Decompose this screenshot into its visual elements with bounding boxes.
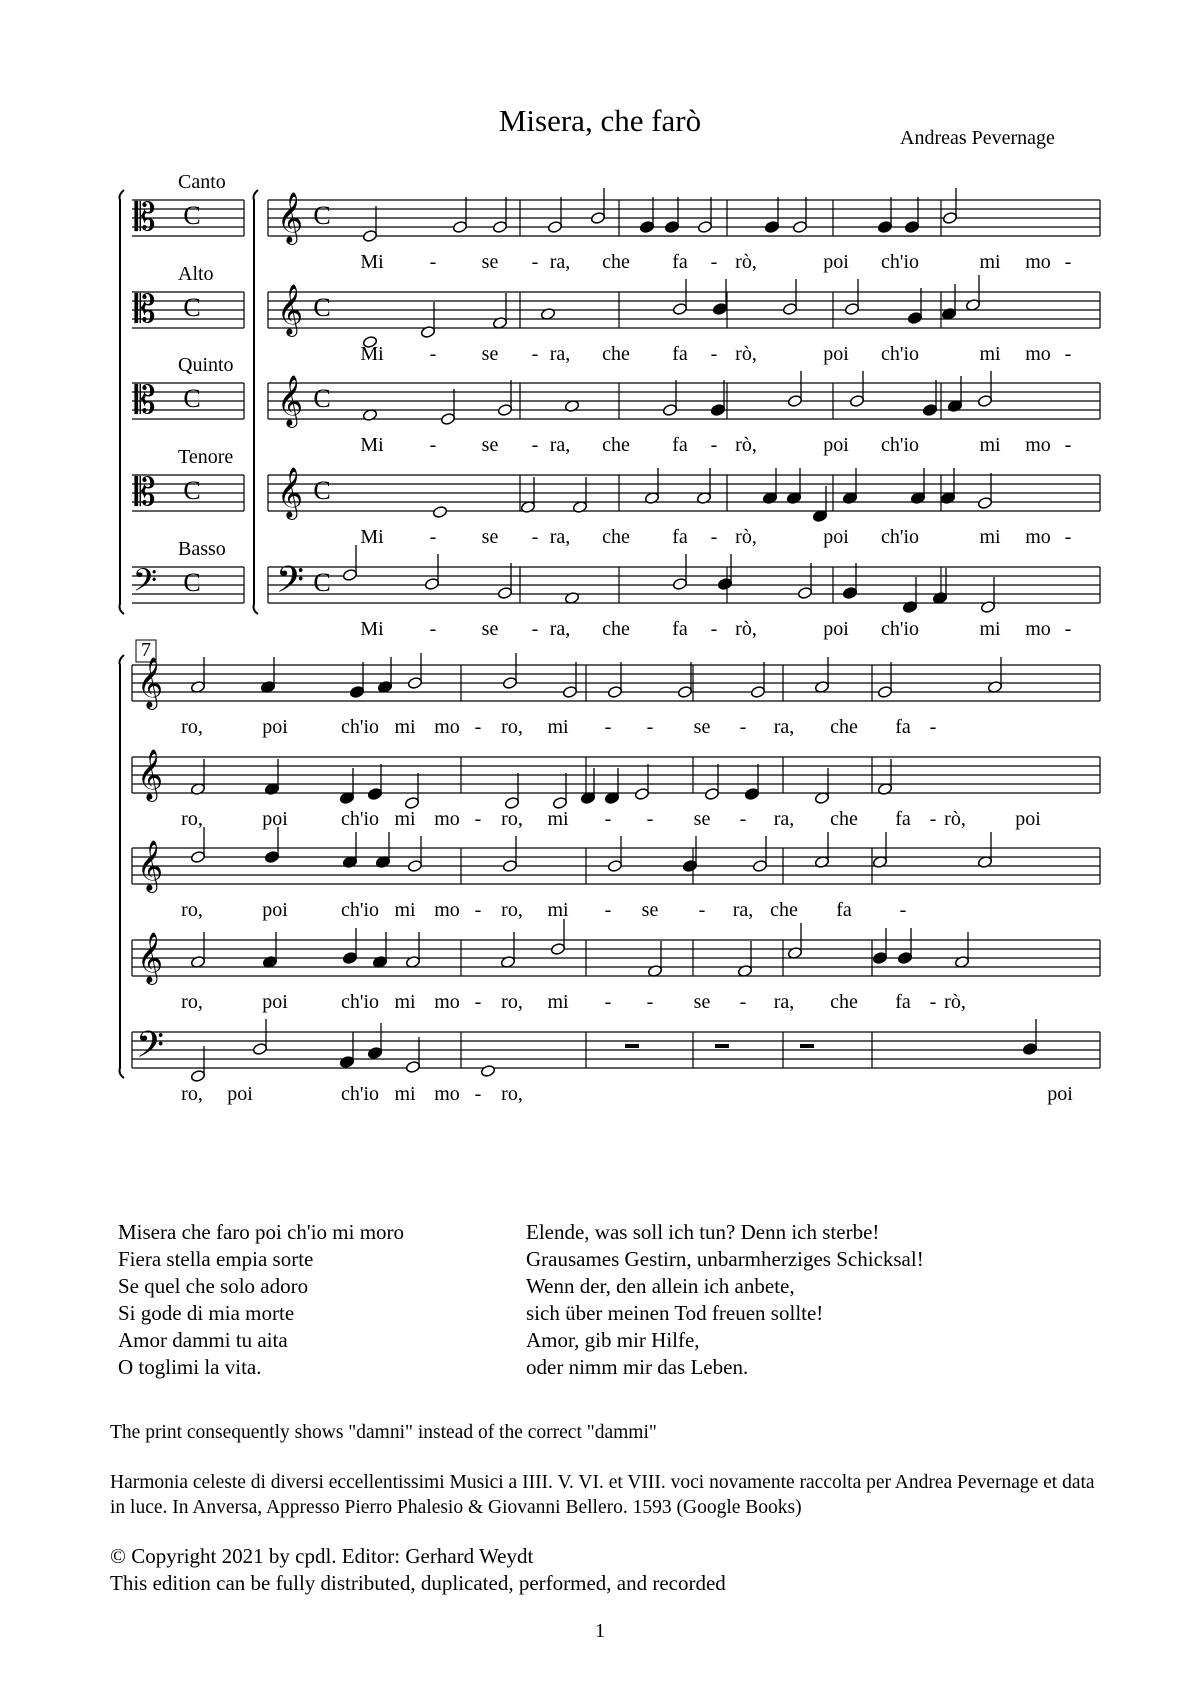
lyric-syllable: - <box>429 434 437 456</box>
lyric-syllable: - <box>429 343 437 365</box>
note-head <box>432 505 447 518</box>
voice-name: Basso <box>178 538 226 560</box>
lyric-syllable: se <box>481 618 499 640</box>
time-signature-icon: C <box>183 568 201 597</box>
lyric-syllable: - <box>710 343 718 365</box>
lyric-syllable: mi <box>547 991 569 1013</box>
time-signature-icon: C <box>183 384 201 413</box>
lyric-syllable: mi <box>547 899 569 921</box>
lyric-syllable: - <box>929 716 937 738</box>
lyric-syllable: - <box>710 526 718 548</box>
copyright-line: © Copyright 2021 by cpdl. Editor: Gerhard Weydt <box>110 1544 534 1568</box>
lyric-syllable: che <box>602 618 630 640</box>
time-signature-icon: C <box>183 201 201 230</box>
lyric-syllable: - <box>531 251 539 273</box>
source-note: Harmonia celeste di diversi eccellentissimi Musici a IIII. V. VI. et VIII. voci novamente raccolta per Andrea Pevernage et data in luce. In Anversa, Appresso Pierro Phalesio & Giovanni Bellero. 1593 (Google Books) <box>110 1472 1095 1518</box>
page-title: Misera, che farò <box>498 103 702 138</box>
lyric-syllable: mo <box>1025 434 1051 456</box>
lyric-syllable: - <box>698 899 706 921</box>
lyric-syllable: poi <box>262 899 288 921</box>
lyric-syllable: - <box>604 716 612 738</box>
lyric-syllable: poi <box>262 991 288 1013</box>
lyric-syllable: che <box>602 251 630 273</box>
lyric-syllable: Mi <box>360 526 384 548</box>
system-bracket <box>120 190 125 614</box>
lyric-syllable: ch'io <box>340 991 380 1013</box>
lyric-syllable: - <box>531 618 539 640</box>
half-rest-icon <box>625 1044 639 1048</box>
time-signature-icon: C <box>313 476 331 505</box>
lyric-syllable: ra, <box>549 343 571 365</box>
lyric-syllable: - <box>604 899 612 921</box>
lyric-syllable: ro, <box>501 1083 523 1105</box>
clef-icon: 𝄞 <box>136 750 164 799</box>
lyric-syllable: - <box>1064 251 1072 273</box>
lyric-syllable: - <box>646 991 654 1013</box>
clef-icon: 𝄡 <box>134 380 156 422</box>
lyric-syllable: ro, <box>501 899 523 921</box>
lyric-syllable: poi <box>1047 1083 1073 1105</box>
clef-icon: 𝄡 <box>134 289 156 331</box>
lyric-syllable: ra, <box>549 618 571 640</box>
lyric-syllable: ch'io <box>880 343 920 365</box>
lyric-syllable: rò, <box>735 434 757 456</box>
poem-line: O toglimi la vita. <box>118 1355 262 1379</box>
lyric-syllable: poi <box>823 618 849 640</box>
print-note: The print consequently shows "damni" instead of the correct "dammi" <box>110 1422 657 1443</box>
lyric-syllable: mi <box>979 251 1001 273</box>
lyric-syllable: mo <box>434 808 460 830</box>
lyric-syllable: se <box>481 526 499 548</box>
lyric-syllable: ra, <box>773 808 795 830</box>
lyric-syllable: mi <box>547 716 569 738</box>
composer-name: Andreas Pevernage <box>900 127 1055 149</box>
lyric-syllable: mi <box>979 434 1001 456</box>
lyric-syllable: ro, <box>181 716 203 738</box>
lyric-syllable: - <box>646 716 654 738</box>
time-signature-icon: C <box>313 201 331 230</box>
lyric-syllable: - <box>429 526 437 548</box>
lyric-syllable: fa <box>895 808 911 830</box>
lyric-syllable: mi <box>394 1083 416 1105</box>
lyric-syllable: poi <box>262 808 288 830</box>
lyric-syllable: poi <box>1015 808 1041 830</box>
lyric-syllable: - <box>710 434 718 456</box>
lyric-syllable: - <box>531 343 539 365</box>
lyric-syllable: - <box>1064 343 1072 365</box>
lyric-syllable: fa <box>672 618 688 640</box>
lyric-syllable: se <box>481 343 499 365</box>
lyric-syllable: ch'io <box>340 899 380 921</box>
poem-line: Se quel che solo adoro <box>118 1274 309 1298</box>
lyric-syllable: ra, <box>549 434 571 456</box>
lyric-syllable: mi <box>394 808 416 830</box>
lyric-syllable: - <box>929 991 937 1013</box>
time-signature-icon: C <box>183 293 201 322</box>
lyric-syllable: fa <box>895 991 911 1013</box>
lyric-syllable: - <box>531 434 539 456</box>
lyric-syllable: ro, <box>181 1083 203 1105</box>
clef-icon: 𝄞 <box>276 193 304 242</box>
lyric-syllable: fa <box>672 343 688 365</box>
system-bracket <box>254 190 259 614</box>
lyric-syllable: - <box>474 899 482 921</box>
lyric-syllable: - <box>604 808 612 830</box>
lyric-syllable: se <box>481 251 499 273</box>
lyric-syllable: mo <box>434 716 460 738</box>
poem-line: Wenn der, den allein ich anbete, <box>526 1274 795 1298</box>
lyric-syllable: - <box>710 618 718 640</box>
lyric-syllable: rò, <box>735 618 757 640</box>
lyric-syllable: ro, <box>501 808 523 830</box>
clef-icon: 𝄡 <box>134 197 156 239</box>
lyric-syllable: rò, <box>735 251 757 273</box>
lyric-syllable: rò, <box>735 343 757 365</box>
lyric-syllable: ra, <box>773 716 795 738</box>
lyric-syllable: ch'io <box>880 434 920 456</box>
lyric-syllable: fa <box>672 526 688 548</box>
lyric-syllable: poi <box>823 434 849 456</box>
lyric-syllable: - <box>739 991 747 1013</box>
lyric-syllable: se <box>693 991 711 1013</box>
lyric-syllable: Mi <box>360 343 384 365</box>
lyric-syllable: ro, <box>181 808 203 830</box>
lyric-syllable: se <box>481 434 499 456</box>
lyric-syllable: - <box>929 808 937 830</box>
lyric-syllable: se <box>693 716 711 738</box>
poem-line: Fiera stella empia sorte <box>118 1247 314 1271</box>
lyric-syllable: - <box>646 808 654 830</box>
lyric-syllable: ro, <box>181 899 203 921</box>
lyric-syllable: rò, <box>944 991 966 1013</box>
time-signature-icon: C <box>313 568 331 597</box>
lyric-syllable: ro, <box>501 991 523 1013</box>
system-bracket <box>120 655 125 1078</box>
voice-name: Alto <box>178 263 214 285</box>
lyric-syllable: - <box>531 526 539 548</box>
poem-line: Grausames Gestirn, unbarmherziges Schicksal! <box>526 1247 924 1271</box>
lyric-syllable: poi <box>823 526 849 548</box>
lyric-syllable: che <box>602 434 630 456</box>
time-signature-icon: C <box>183 476 201 505</box>
voice-name: Canto <box>178 171 226 193</box>
lyric-syllable: mo <box>1025 251 1051 273</box>
clef-icon: 𝄡 <box>134 472 156 514</box>
poem-line: Misera che faro poi ch'io mi moro <box>118 1220 405 1244</box>
lyric-syllable: mo <box>1025 526 1051 548</box>
note-head <box>480 1064 495 1077</box>
lyric-syllable: - <box>474 716 482 738</box>
measure-number: 7 <box>141 639 151 661</box>
half-rest-icon <box>800 1044 814 1048</box>
lyric-syllable: mi <box>979 526 1001 548</box>
lyric-syllable: ra, <box>549 251 571 273</box>
lyric-syllable: ra, <box>773 991 795 1013</box>
lyric-syllable: - <box>474 991 482 1013</box>
clef-icon: 𝄢 <box>135 1025 165 1074</box>
lyric-syllable: Mi <box>360 618 384 640</box>
lyric-syllable: fa <box>836 899 852 921</box>
lyric-syllable: ch'io <box>880 618 920 640</box>
lyric-syllable: mi <box>547 808 569 830</box>
lyric-syllable: che <box>830 991 858 1013</box>
clef-icon: 𝄞 <box>276 468 304 517</box>
lyric-syllable: - <box>474 1083 482 1105</box>
lyric-syllable: mo <box>434 899 460 921</box>
time-signature-icon: C <box>313 384 331 413</box>
poem-line: Amor, gib mir Hilfe, <box>526 1328 700 1352</box>
lyric-syllable: ra, <box>549 526 571 548</box>
clef-icon: 𝄢 <box>275 560 305 609</box>
lyric-syllable: - <box>429 251 437 273</box>
poem-line: Elende, was soll ich tun? Denn ich sterbe! <box>526 1220 880 1244</box>
poem-line: oder nimm mir das Leben. <box>526 1355 749 1379</box>
lyric-syllable: - <box>1064 434 1072 456</box>
clef-icon: 𝄢 <box>132 564 158 606</box>
lyric-syllable: rò, <box>944 808 966 830</box>
clef-icon: 𝄞 <box>276 285 304 334</box>
lyric-syllable: rò, <box>735 526 757 548</box>
lyric-syllable: mo <box>1025 618 1051 640</box>
lyric-syllable: - <box>739 716 747 738</box>
voice-name: Tenore <box>178 446 234 468</box>
lyric-syllable: mo <box>434 1083 460 1105</box>
half-rest-icon <box>715 1044 729 1048</box>
lyric-syllable: che <box>830 716 858 738</box>
poem-italian <box>118 1219 404 1381</box>
lyric-syllable: mi <box>979 618 1001 640</box>
lyric-syllable: mi <box>394 716 416 738</box>
copyright-block <box>110 1543 1110 1597</box>
poem-german <box>526 1219 924 1381</box>
lyric-syllable: ch'io <box>880 526 920 548</box>
lyric-syllable: se <box>693 808 711 830</box>
lyric-syllable: ch'io <box>880 251 920 273</box>
clef-icon: 𝄞 <box>136 933 164 982</box>
page-number: 1 <box>595 1620 605 1642</box>
clef-icon: 𝄞 <box>276 376 304 425</box>
lyric-syllable: ch'io <box>340 716 380 738</box>
lyric-syllable: che <box>770 899 798 921</box>
poem-line: Amor dammi tu aita <box>118 1328 288 1352</box>
lyric-syllable: - <box>1064 618 1072 640</box>
lyric-syllable: se <box>641 899 659 921</box>
lyric-syllable: poi <box>262 716 288 738</box>
lyric-syllable: - <box>899 899 907 921</box>
lyric-syllable: mo <box>1025 343 1051 365</box>
lyric-syllable: fa <box>672 434 688 456</box>
lyric-syllable: - <box>474 808 482 830</box>
lyric-syllable: - <box>739 808 747 830</box>
lyric-syllable: Mi <box>360 434 384 456</box>
lyric-syllable: mi <box>394 991 416 1013</box>
lyric-syllable: che <box>602 526 630 548</box>
lyric-syllable: che <box>830 808 858 830</box>
lyric-syllable: fa <box>672 251 688 273</box>
lyric-syllable: - <box>429 618 437 640</box>
license-line: This edition can be fully distributed, duplicated, performed, and recorded <box>110 1571 726 1595</box>
voice-name: Quinto <box>178 354 234 376</box>
lyric-syllable: ro, <box>181 991 203 1013</box>
poem-line: sich über meinen Tod freuen sollte! <box>526 1301 824 1325</box>
lyric-syllable: mi <box>394 899 416 921</box>
lyric-syllable: - <box>1064 526 1072 548</box>
lyric-syllable: mo <box>434 991 460 1013</box>
lyric-syllable: poi <box>227 1083 253 1105</box>
clef-icon: 𝄞 <box>136 658 164 707</box>
lyric-syllable: ro, <box>501 716 523 738</box>
poem-line: Si gode di mia morte <box>118 1301 295 1325</box>
lyric-syllable: mi <box>979 343 1001 365</box>
lyric-syllable: poi <box>823 343 849 365</box>
clef-icon: 𝄞 <box>136 841 164 890</box>
lyric-syllable: Mi <box>360 251 384 273</box>
lyric-syllable: - <box>604 991 612 1013</box>
lyric-syllable: che <box>602 343 630 365</box>
lyric-syllable: ra, <box>732 899 754 921</box>
lyric-syllable: - <box>710 251 718 273</box>
lyric-syllable: poi <box>823 251 849 273</box>
lyric-syllable: ch'io <box>340 1083 380 1105</box>
lyric-syllable: fa <box>895 716 911 738</box>
time-signature-icon: C <box>313 293 331 322</box>
lyric-syllable: ch'io <box>340 808 380 830</box>
